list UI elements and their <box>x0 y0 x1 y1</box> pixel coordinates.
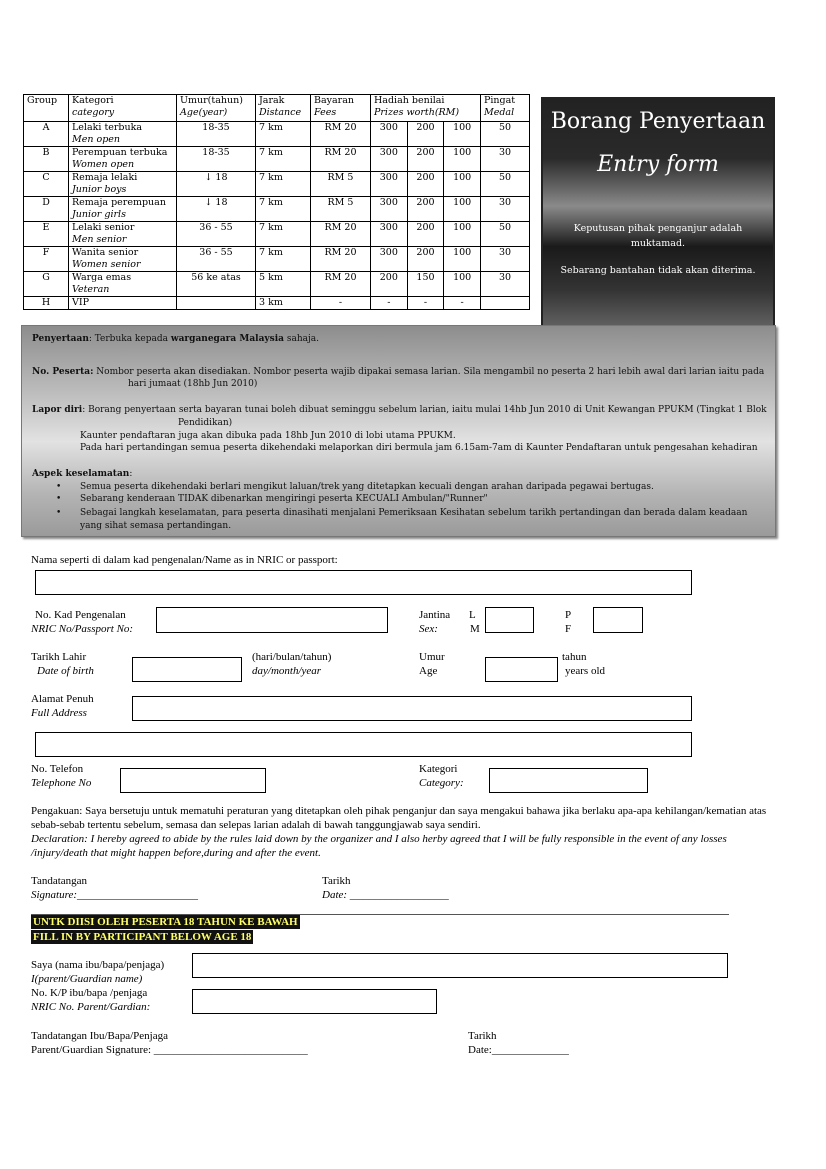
cell-prize-1 <box>371 272 408 297</box>
dob-format-en-text: day/month/year <box>252 665 322 677</box>
signature-label: Tandatangan <box>31 875 88 887</box>
cell-age <box>177 297 256 310</box>
cell-age-text: 18-35 <box>202 147 230 158</box>
cell-fee <box>311 297 371 310</box>
cell-category-text: Warga emas <box>72 272 132 283</box>
dob-label-en <box>37 664 94 678</box>
cell-prize-1 <box>371 147 408 172</box>
cell-prize-3 <box>444 297 481 310</box>
cell-prize-1-text: 300 <box>379 172 398 183</box>
dob-format: (hari/bulan/tahun) <box>252 651 332 663</box>
cell-category-text: Perempuan terbuka <box>72 147 168 158</box>
cell-group <box>24 272 69 297</box>
declaration-en: Declaration: I hereby agreed to abide by the rules laid down by the organizer and I also herby agreed that I will be fully responsible in the event of any losses /injury/death that might happen before,during and after the event. <box>31 833 727 859</box>
safety-bullet-3: Sebagai langkah keselamatan, para peserta dinasihati menjalani Pemeriksaan Kesihatan sebelum tarikh pertandingan dan berada dalam keadaan <box>80 508 748 518</box>
cell-medal <box>481 297 530 310</box>
cell-distance <box>256 247 311 272</box>
dob-field[interactable] <box>132 657 242 682</box>
race-day-info: Pada hari pertandingan semua peserta dikehendaki melaporkan diri bermula jam 6.15am-7am di Kaunter Pendaftaran untuk pengesahan kehadiran <box>80 443 758 453</box>
cell-distance-text: 7 km <box>259 197 283 208</box>
header-label: Group <box>27 95 58 106</box>
header-sublabel: Medal <box>484 107 515 118</box>
cell-category-text: Remaja perempuan <box>72 197 166 208</box>
report-info-label: Lapor diri <box>32 405 83 415</box>
age-field[interactable] <box>485 657 558 682</box>
cell-prize-3-text: 100 <box>453 197 472 208</box>
title-panel <box>541 97 775 339</box>
report-info <box>32 404 767 416</box>
cell-distance-text: 5 km <box>259 272 283 283</box>
cell-category <box>69 272 177 297</box>
table-body <box>24 122 530 310</box>
cell-fee <box>311 247 371 272</box>
cell-group-text: F <box>42 247 50 258</box>
address-field-line1[interactable] <box>132 696 692 721</box>
cell-prize-1-text: 300 <box>379 122 398 133</box>
cell-category <box>69 172 177 197</box>
table-row <box>24 297 530 310</box>
table-row <box>24 197 530 222</box>
cell-distance-text: 3 km <box>259 297 283 308</box>
cell-group-text: C <box>42 172 50 183</box>
cell-prize-1 <box>371 172 408 197</box>
cell-prize-1-text: - <box>387 297 391 308</box>
bib-info-label: No. Peserta: <box>32 367 94 377</box>
cell-prize-1-text: 300 <box>379 222 398 233</box>
cell-prize-2-text: 200 <box>416 247 435 258</box>
header-age <box>177 95 256 122</box>
cell-medal-text: 30 <box>498 197 512 208</box>
cell-medal-text: 50 <box>498 172 512 183</box>
cell-category <box>69 222 177 247</box>
parent-signature-line[interactable]: Parent/Guardian Signature: ____________________________ <box>31 1044 308 1056</box>
category-field[interactable] <box>489 768 648 793</box>
dob-format-en <box>252 664 321 678</box>
parent-name-label-en <box>31 972 142 986</box>
cell-fee <box>311 122 371 147</box>
phone-label-en-text: Telephone No <box>31 777 92 789</box>
cell-distance-text: 7 km <box>259 172 283 183</box>
cell-age <box>177 197 256 222</box>
age-label-en: Age <box>419 665 438 677</box>
signature-line[interactable] <box>31 888 198 902</box>
cell-distance <box>256 147 311 172</box>
phone-label-en <box>31 776 91 790</box>
gender-label-en <box>419 622 438 636</box>
cell-age <box>177 147 256 172</box>
parent-ic-field[interactable] <box>192 989 437 1014</box>
cell-category <box>69 297 177 310</box>
bib-info-cont: hari jumaat (18hb Jun 2010) <box>128 379 258 389</box>
cell-prize-2-text: - <box>423 297 428 308</box>
gender-label-en-text: Sex: <box>419 623 438 635</box>
parent-signature-label: Tandatangan Ibu/Bapa/Penjaga <box>31 1030 168 1042</box>
ic-field[interactable] <box>156 607 388 633</box>
address-label-en-text: Full Address <box>31 707 87 719</box>
bib-info <box>32 366 764 378</box>
cell-prize-2 <box>407 172 444 197</box>
minor-heading-ms: UNTK DIISI OLEH PESERTA 18 TAHUN KE BAWAH <box>33 916 298 928</box>
cell-group <box>24 222 69 247</box>
category-table <box>23 94 530 310</box>
cell-category-en: Men open <box>72 134 121 145</box>
cell-age <box>177 247 256 272</box>
bib-info-text: Nombor peserta akan disediakan. Nombor peserta wajib dipakai semasa larian. Sila mengambil no peserta 2 hari lebih awal dari larian iaitu pada <box>93 367 765 377</box>
cell-prize-3-text: 100 <box>453 272 472 283</box>
date-line-text: Date: __________________ <box>322 889 449 901</box>
cell-distance <box>256 197 311 222</box>
cell-medal <box>481 222 530 247</box>
declaration-ms: Pengakuan: Saya bersetuju untuk mematuhi peraturan yang ditetapkan oleh pihak penganjur dan saya mengakui bahawa jika berlaku apa-apa kehilangan/kematian atas sebab-sebab tertentu sebelum, semasa dan selepas larian adalah di bawah tanggungjawab saya sendiri. <box>31 805 767 831</box>
cell-distance <box>256 222 311 247</box>
header-label: Bayaran <box>314 95 354 106</box>
parent-ic-label-en-text: NRIC No. Parent/Gardian: <box>31 1001 151 1013</box>
gender-female-box[interactable] <box>593 607 643 633</box>
cell-category-en: Junior boys <box>72 184 127 195</box>
cell-prize-1 <box>371 297 408 310</box>
cell-age-text: ↓ 18 <box>204 172 228 183</box>
cell-group-text: B <box>42 147 50 158</box>
cell-fee <box>311 197 371 222</box>
ic-label-en-text: NRIC No/Passport No: <box>31 623 134 635</box>
cell-medal <box>481 147 530 172</box>
cell-group <box>24 122 69 147</box>
cell-age-text: 18-35 <box>202 122 230 133</box>
header-sublabel: Fees <box>314 107 337 118</box>
cell-category-en: Veteran <box>72 284 110 295</box>
cell-distance-text: 7 km <box>259 122 283 133</box>
cell-group-text: E <box>42 222 50 233</box>
cell-age <box>177 172 256 197</box>
cell-prize-3 <box>444 172 481 197</box>
header-label: Hadiah benilai <box>374 95 445 106</box>
table-header-row <box>24 95 530 122</box>
cell-distance-text: 7 km <box>259 147 283 158</box>
objection-note: Sebarang bantahan tidak akan diterima. <box>560 265 756 276</box>
table-row <box>24 272 530 297</box>
cell-fee-text: RM 20 <box>324 272 357 283</box>
cell-fee <box>311 272 371 297</box>
report-info-cont: Pendidikan) <box>178 418 233 428</box>
cell-fee-text: - <box>338 297 343 308</box>
table-row <box>24 247 530 272</box>
cell-medal <box>481 247 530 272</box>
cell-prize-3-text: 100 <box>453 122 472 133</box>
cell-prize-2-text: 200 <box>416 197 435 208</box>
cell-prize-1-text: 300 <box>379 197 398 208</box>
header-sublabel: Age(year) <box>180 107 228 118</box>
form-title: Borang Penyertaan <box>550 109 766 134</box>
dob-label: Tarikh Lahir <box>31 651 87 663</box>
cell-prize-2 <box>407 247 444 272</box>
entry-info-text2: sahaja. <box>283 334 319 344</box>
cell-prize-3 <box>444 272 481 297</box>
cell-prize-2 <box>407 297 444 310</box>
cell-prize-3 <box>444 247 481 272</box>
cell-distance <box>256 122 311 147</box>
cell-distance-text: 7 km <box>259 247 283 258</box>
cell-category <box>69 122 177 147</box>
header-label: Pingat <box>484 95 516 106</box>
cell-fee-text: RM 5 <box>327 197 354 208</box>
minor-heading-en: FILL IN BY PARTICIPANT BELOW AGE 18 <box>33 931 252 943</box>
cell-fee-text: RM 20 <box>324 122 357 133</box>
cell-category <box>69 197 177 222</box>
header-sublabel: category <box>72 107 115 118</box>
header-label: Jarak <box>259 95 285 106</box>
cell-category-text: VIP <box>72 297 90 308</box>
gender-p-label: P <box>565 609 572 621</box>
report-info-text: : Borang penyertaan serta bayaran tunai boleh dibuat seminggu sebelum larian, iaitu mulai 14hb Jun 2010 di Unit Kewangan PPUKM (Tingkat 1 Blok <box>82 405 767 415</box>
cell-prize-2-text: 150 <box>416 272 435 283</box>
cell-category-text: Lelaki terbuka <box>72 122 143 133</box>
form-subtitle: Entry form <box>597 152 719 177</box>
cell-medal-text: 50 <box>498 222 512 233</box>
safety-heading-label: Aspek keselamatan <box>32 469 130 479</box>
table-row <box>24 122 530 147</box>
safety-heading-colon: : <box>129 469 133 479</box>
header-distance <box>256 95 311 122</box>
cell-age-text: 36 - 55 <box>199 222 233 233</box>
cell-prize-2 <box>407 147 444 172</box>
bullet-dot: • <box>56 482 62 492</box>
table-row <box>24 172 530 197</box>
header-label: Kategori <box>72 95 114 106</box>
safety-bullet-2: Sebarang kenderaan TIDAK dibenarkan mengiringi peserta KECUALI Ambulan/"Runner" <box>80 494 488 504</box>
cell-category <box>69 247 177 272</box>
cell-prize-2-text: 200 <box>416 172 435 183</box>
cell-age-text: ↓ 18 <box>204 197 228 208</box>
cell-distance-text: 7 km <box>259 222 283 233</box>
cell-fee <box>311 172 371 197</box>
age-unit: tahun <box>562 651 587 663</box>
gender-label: Jantina <box>419 609 451 621</box>
address-field-line2[interactable] <box>35 732 692 757</box>
cell-group-text: A <box>42 122 50 133</box>
safety-heading <box>32 468 132 480</box>
cell-prize-1 <box>371 247 408 272</box>
cell-category-text: Wanita senior <box>72 247 139 258</box>
parent-name-field[interactable] <box>192 953 728 978</box>
cell-group-text: D <box>42 197 50 208</box>
cell-fee <box>311 222 371 247</box>
cell-prize-1 <box>371 122 408 147</box>
ic-label-en <box>31 622 133 636</box>
bullet-dot: • <box>56 508 62 518</box>
safety-bullet-3-cont: yang sihat semasa pertandingan. <box>80 521 232 531</box>
cell-category-text: Lelaki senior <box>72 222 135 233</box>
phone-label: No. Telefon <box>31 763 84 775</box>
header-category <box>69 95 177 122</box>
entry-info-bold: warganegara Malaysia <box>170 334 284 344</box>
cell-medal <box>481 172 530 197</box>
cell-age-text: 56 ke atas <box>191 272 241 283</box>
cell-prize-3 <box>444 122 481 147</box>
cell-prize-2 <box>407 197 444 222</box>
age-unit-en: years old <box>565 665 606 677</box>
header-group <box>24 95 69 122</box>
cell-prize-2 <box>407 222 444 247</box>
category-label: Kategori <box>419 763 458 775</box>
date-line[interactable] <box>322 888 449 902</box>
entry-info-text: : Terbuka kepada <box>88 334 171 344</box>
cell-prize-3-text: - <box>460 297 464 308</box>
cell-prize-1 <box>371 197 408 222</box>
cell-medal-text: 30 <box>498 272 512 283</box>
cell-group <box>24 297 69 310</box>
cell-category-en: Women senior <box>72 259 141 270</box>
name-label: Nama seperti di dalam kad pengenalan/Name as in NRIC or passport: <box>31 554 338 566</box>
safety-bullet-1: Semua peserta dikehendaki berlari mengikut laluan/trek yang ditetapkan kecuali dengan arahan daripada pegawai bertugas. <box>80 482 654 492</box>
cell-fee-text: RM 20 <box>324 222 357 233</box>
header-medal <box>481 95 530 122</box>
cell-group <box>24 172 69 197</box>
cell-category-en: Junior girls <box>72 209 126 220</box>
cell-prize-3 <box>444 197 481 222</box>
parent-ic-label-en <box>31 1000 150 1014</box>
parent-date-line[interactable]: Date:______________ <box>468 1044 569 1056</box>
cell-fee-text: RM 20 <box>324 147 357 158</box>
entry-info <box>32 333 319 345</box>
cell-category-text: Remaja lelaki <box>72 172 138 183</box>
address-label: Alamat Penuh <box>31 693 94 705</box>
dob-label-en-text: Date of birth <box>37 665 94 677</box>
cell-medal-text: 30 <box>498 247 512 258</box>
decision-note: Keputusan pihak penganjur adalah muktamad. <box>573 223 743 249</box>
cell-group <box>24 247 69 272</box>
table-row <box>24 147 530 172</box>
cell-group <box>24 197 69 222</box>
gender-m-label: M <box>470 623 480 635</box>
cell-category-en: Men senior <box>72 234 127 245</box>
cell-distance <box>256 297 311 310</box>
cell-category <box>69 147 177 172</box>
cell-prize-3-text: 100 <box>453 172 472 183</box>
cell-group-text: H <box>41 297 51 308</box>
name-field[interactable] <box>35 570 692 595</box>
cell-prize-2 <box>407 272 444 297</box>
cell-fee-text: RM 20 <box>324 247 357 258</box>
gender-l-label: L <box>469 609 476 621</box>
info-panel <box>21 325 776 537</box>
entry-info-label: Penyertaan <box>32 334 89 344</box>
cell-group <box>24 147 69 172</box>
header-prizes <box>371 95 481 122</box>
cell-prize-1 <box>371 222 408 247</box>
cell-prize-3 <box>444 222 481 247</box>
cell-age <box>177 122 256 147</box>
cell-fee <box>311 147 371 172</box>
signature-line-text: Signature:______________________ <box>31 889 199 901</box>
cell-prize-3-text: 100 <box>453 147 472 158</box>
table-row <box>24 222 530 247</box>
cell-prize-2 <box>407 122 444 147</box>
cell-prize-3 <box>444 147 481 172</box>
parent-name-label: Saya (nama ibu/bapa/penjaga) <box>31 959 165 971</box>
cell-prize-2-text: 200 <box>416 147 435 158</box>
cell-prize-2-text: 200 <box>416 222 435 233</box>
cell-medal <box>481 122 530 147</box>
cell-prize-1-text: 300 <box>379 147 398 158</box>
cell-distance <box>256 172 311 197</box>
gender-male-box[interactable] <box>485 607 534 633</box>
cell-age-text: 36 - 55 <box>199 247 233 258</box>
category-label-en <box>419 776 464 790</box>
cell-distance <box>256 272 311 297</box>
category-label-en-text: Category: <box>419 777 464 789</box>
bullet-dot: • <box>56 494 62 504</box>
header-label: Umur(tahun) <box>180 95 243 106</box>
cell-age <box>177 222 256 247</box>
address-label-en <box>31 706 87 720</box>
parent-name-label-en-text: I(parent/Guardian name) <box>31 973 143 985</box>
header-fees <box>311 95 371 122</box>
cell-prize-3-text: 100 <box>453 222 472 233</box>
cell-medal <box>481 272 530 297</box>
counter-info: Kaunter pendaftaran juga akan dibuka pada 18hb Jun 2010 di lobi utama PPUKM. <box>80 431 456 441</box>
cell-prize-3-text: 100 <box>453 247 472 258</box>
parent-ic-label: No. K/P ibu/bapa /penjaga <box>31 987 148 999</box>
cell-fee-text: RM 5 <box>327 172 354 183</box>
phone-field[interactable] <box>120 768 266 793</box>
cell-prize-2-text: 200 <box>416 122 435 133</box>
cell-group-text: G <box>42 272 50 283</box>
cell-category-en: Women open <box>72 159 135 170</box>
header-sublabel: Prizes worth(RM) <box>374 107 460 118</box>
date-label: Tarikh <box>322 875 351 887</box>
cell-medal <box>481 197 530 222</box>
header-sublabel: Distance <box>259 107 302 118</box>
gender-f-label: F <box>565 623 572 635</box>
cell-medal-text: 30 <box>498 147 512 158</box>
ic-label: No. Kad Pengenalan <box>35 609 126 621</box>
cell-age <box>177 272 256 297</box>
cell-prize-1-text: 300 <box>379 247 398 258</box>
cell-medal-text: 50 <box>498 122 512 133</box>
parent-date-label: Tarikh <box>468 1030 497 1042</box>
cell-prize-1-text: 200 <box>379 272 398 283</box>
age-label: Umur <box>419 651 445 663</box>
